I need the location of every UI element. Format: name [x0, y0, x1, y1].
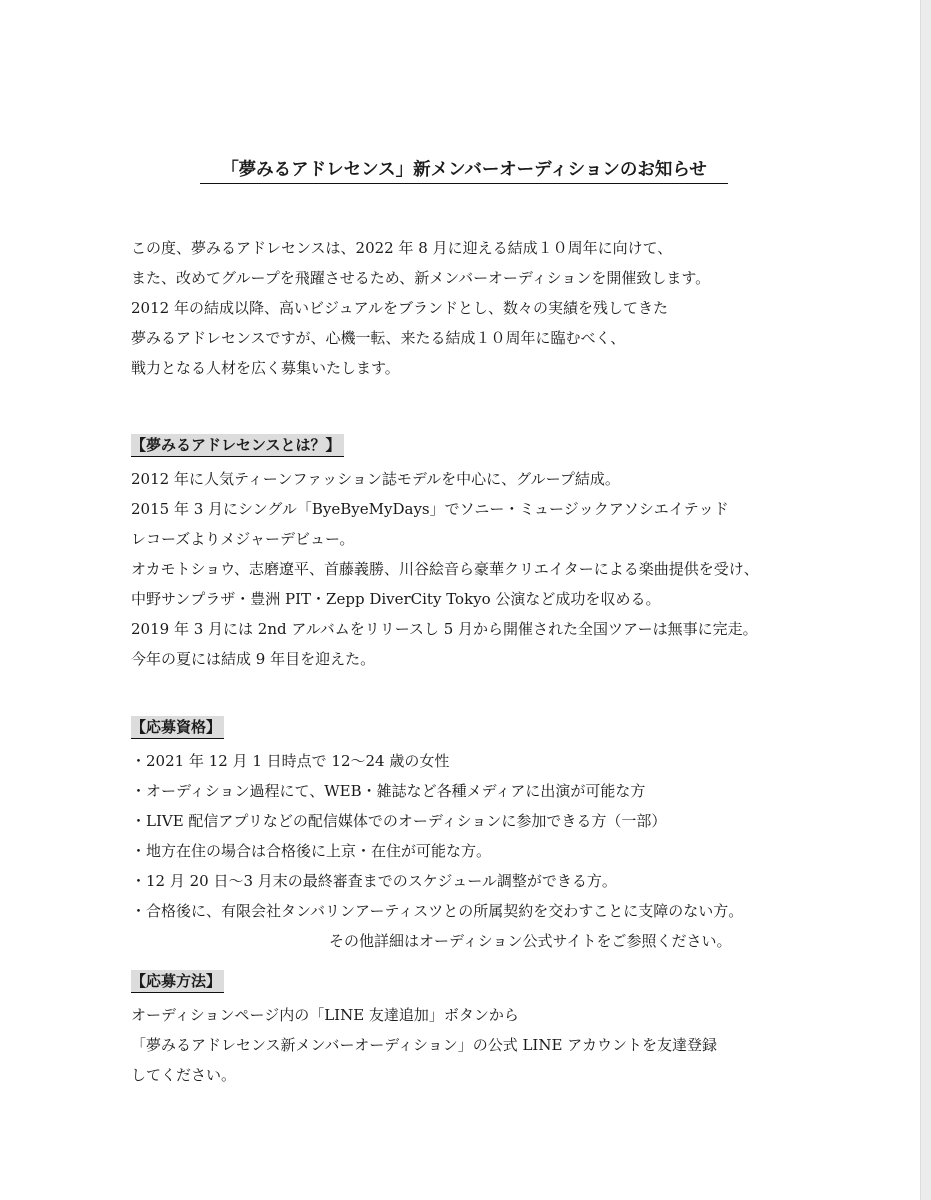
intro-paragraph — [131, 233, 821, 383]
about-line: 今年の夏には結成 9 年目を迎えた。 — [131, 650, 376, 668]
method-heading: 【応募方法】 — [131, 970, 224, 993]
eligibility-item: ・LIVE 配信アプリなどの配信媒体でのオーディションに参加できる方（一部） — [131, 812, 667, 830]
eligibility-heading: 【応募資格】 — [131, 716, 224, 739]
eligibility-item: ・合格後に、有限会社タンバリンアーティスツとの所属契約を交わすことに支障のない方。 — [131, 902, 744, 920]
eligibility-item: ・オーディション過程にて、WEB・雑誌など各種メディアに出演が可能な方 — [131, 782, 646, 800]
eligibility-section — [131, 716, 821, 956]
method-line: してください。 — [131, 1066, 237, 1084]
document-title: 「夢みるアドレセンス」新メンバーオーディションのお知らせ — [200, 156, 728, 184]
intro-line: また、改めてグループを飛躍させるため、新メンバーオーディションを開催致します。 — [131, 269, 711, 287]
about-section — [131, 434, 821, 674]
eligibility-item: ・2021 年 12 月 1 日時点で 12〜24 歳の女性 — [131, 752, 450, 770]
page-edge — [920, 0, 931, 1200]
eligibility-item: ・地方在住の場合は合格後に上京・在住が可能な方。 — [131, 842, 492, 860]
about-heading: 【夢みるアドレセンスとは？】 — [131, 434, 344, 457]
intro-line: 戦力となる人材を広く募集いたします。 — [131, 359, 400, 377]
about-line: 2019 年 3 月には 2nd アルバムをリリースし 5 月から開催された全国ツアーは無事に完走。 — [131, 620, 758, 638]
method-section — [131, 970, 821, 1090]
intro-line: この度、夢みるアドレセンスは、2022 年 8 月に迎える結成１０周年に向けて、 — [131, 239, 673, 257]
eligibility-item: ・12 月 20 日〜3 月末の最終審査までのスケジュール調整ができる方。 — [131, 872, 617, 890]
about-line: 2012 年に人気ティーンファッション誌モデルを中心に、グループ結成。 — [131, 470, 620, 488]
about-line: 中野サンプラザ・豊洲 PIT・Zepp DiverCity Tokyo 公演など成功を収める。 — [131, 590, 661, 608]
intro-line: 2012 年の結成以降、高いビジュアルをブランドとし、数々の実績を残してきた — [131, 299, 669, 317]
about-line: オカモトショウ、志磨遼平、首藤義勝、川谷絵音ら豪華クリエイターによる楽曲提供を受け、 — [131, 560, 759, 578]
about-line: 2015 年 3 月にシングル「ByeByeMyDays」でソニー・ミュージックアソシエイテッド — [131, 500, 729, 518]
method-line: 「夢みるアドレセンス新メンバーオーディション」の公式 LINE アカウントを友達登録 — [131, 1036, 718, 1054]
eligibility-note: その他詳細はオーディション公式サイトをご参照ください。 — [329, 932, 732, 950]
method-line: オーディションページ内の「LINE 友達追加」ボタンから — [131, 1006, 519, 1024]
about-line: レコーズよりメジャーデビュー。 — [131, 530, 355, 548]
intro-line: 夢みるアドレセンスですが、心機一転、来たる結成１０周年に臨むべく、 — [131, 329, 626, 347]
